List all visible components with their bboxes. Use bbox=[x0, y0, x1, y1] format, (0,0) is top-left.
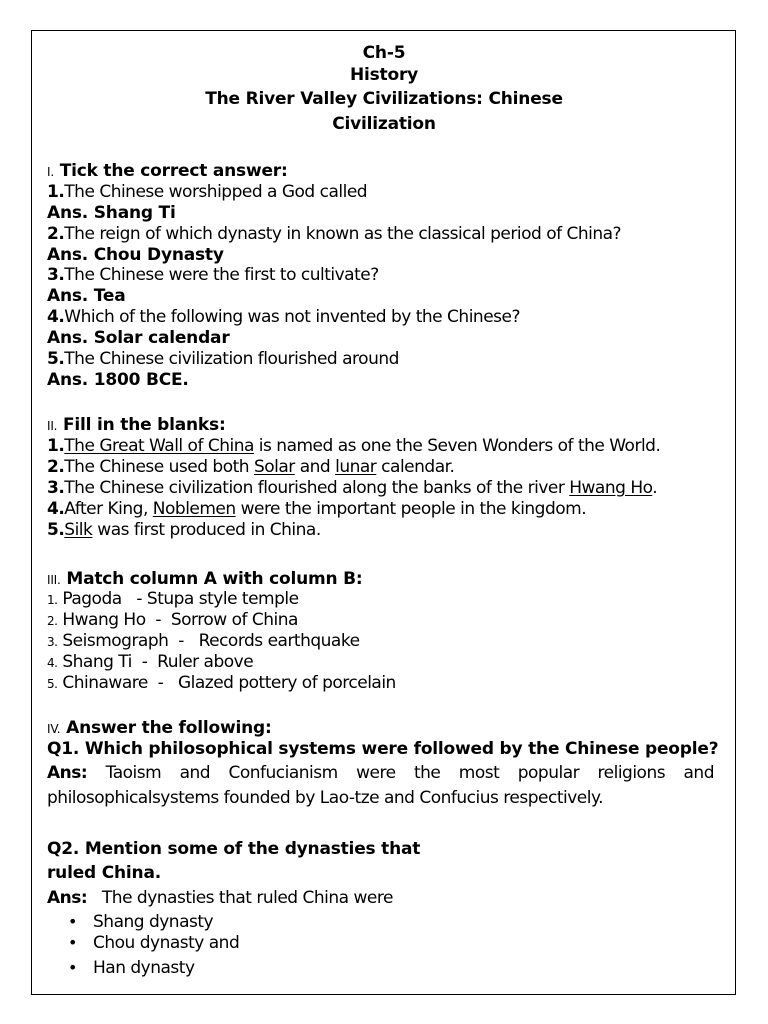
blank-answer: Noblemen bbox=[152, 499, 236, 519]
question-4: 4.Which of the following was not invented by the Chinese? bbox=[47, 307, 520, 327]
blank-answer: Silk bbox=[64, 520, 93, 540]
match-item-1: 1. Pagoda - Stupa style temple bbox=[47, 589, 299, 609]
answer-3: Ans. Tea bbox=[47, 286, 126, 306]
answer-2: Ans. Chou Dynasty bbox=[47, 245, 224, 265]
answer-1: Ans. Shang Ti bbox=[47, 203, 176, 223]
section-3-title: Match column A with column B: bbox=[66, 569, 363, 589]
question-2: 2.The reign of which dynasty in known as the classical period of China? bbox=[47, 224, 622, 244]
answer-5: Ans. 1800 BCE. bbox=[47, 370, 189, 390]
blank-answer: lunar bbox=[335, 457, 377, 477]
answer-q1-line-2: philosophicalsystems founded by Lao-tze and Confucius respectively. bbox=[47, 788, 603, 808]
title-line-2: Civilization bbox=[332, 114, 436, 134]
question-q2-line-2: ruled China. bbox=[47, 863, 161, 883]
blank-answer: Hwang Ho bbox=[569, 478, 653, 498]
blank-item-3: 3.The Chinese civilization flourished along the banks of the river Hwang Ho. bbox=[47, 478, 658, 498]
section-1-title: Tick the correct answer: bbox=[59, 161, 288, 181]
section-1-heading bbox=[47, 161, 288, 182]
title-line-1: The River Valley Civilizations: Chinese bbox=[205, 89, 563, 109]
section-3-numeral: III. bbox=[47, 573, 61, 587]
blank-item-5: 5.Silk was first produced in China. bbox=[47, 520, 321, 540]
blank-answer: The Great Wall of China bbox=[64, 436, 254, 456]
answer-q1-line-1: Ans: Taoism and Confucianism were the most popular religions and bbox=[47, 763, 714, 783]
blank-item-1: 1.The Great Wall of China is named as one the Seven Wonders of the World. bbox=[47, 436, 661, 456]
section-3-heading bbox=[47, 569, 363, 590]
section-2-heading bbox=[47, 415, 226, 436]
answer-4: Ans. Solar calendar bbox=[47, 328, 230, 348]
blank-item-2: 2.The Chinese used both Solar and lunar calendar. bbox=[47, 457, 455, 477]
question-3: 3.The Chinese were the first to cultivate? bbox=[47, 265, 379, 285]
match-item-2: 2. Hwang Ho - Sorrow of China bbox=[47, 610, 298, 630]
dynasty-list-item: Chou dynasty and bbox=[93, 933, 240, 953]
bullet-icon: • bbox=[68, 912, 78, 931]
section-2-title: Fill in the blanks: bbox=[63, 415, 226, 435]
section-4-title: Answer the following: bbox=[66, 718, 272, 738]
match-item-3: 3. Seismograph - Records earthquake bbox=[47, 631, 360, 651]
bullet-icon: • bbox=[68, 933, 78, 952]
section-4-numeral: IV. bbox=[47, 722, 61, 736]
bullet-icon: • bbox=[68, 958, 78, 977]
chapter-label: Ch-5 bbox=[362, 43, 406, 63]
question-q1: Q1. Which philosophical systems were followed by the Chinese people? bbox=[47, 739, 719, 759]
blank-answer: Solar bbox=[253, 457, 295, 477]
dynasty-list-item: Shang dynasty bbox=[93, 912, 214, 932]
section-2-numeral: II. bbox=[47, 419, 58, 433]
question-5: 5.The Chinese civilization flourished around bbox=[47, 349, 399, 369]
question-1: 1.The Chinese worshipped a God called bbox=[47, 182, 368, 202]
answer-q2: Ans: The dynasties that ruled China were bbox=[47, 888, 393, 908]
section-1-numeral: I. bbox=[47, 165, 54, 179]
subject-label: History bbox=[349, 65, 419, 85]
dynasty-list-item: Han dynasty bbox=[93, 958, 195, 978]
blank-item-4: 4.After King, Noblemen were the important people in the kingdom. bbox=[47, 499, 587, 519]
section-4-heading bbox=[47, 718, 272, 739]
match-item-4: 4. Shang Ti - Ruler above bbox=[47, 652, 254, 672]
question-q2-line-1: Q2. Mention some of the dynasties that bbox=[47, 839, 421, 859]
match-item-5: 5. Chinaware - Glazed pottery of porcelain bbox=[47, 673, 396, 693]
